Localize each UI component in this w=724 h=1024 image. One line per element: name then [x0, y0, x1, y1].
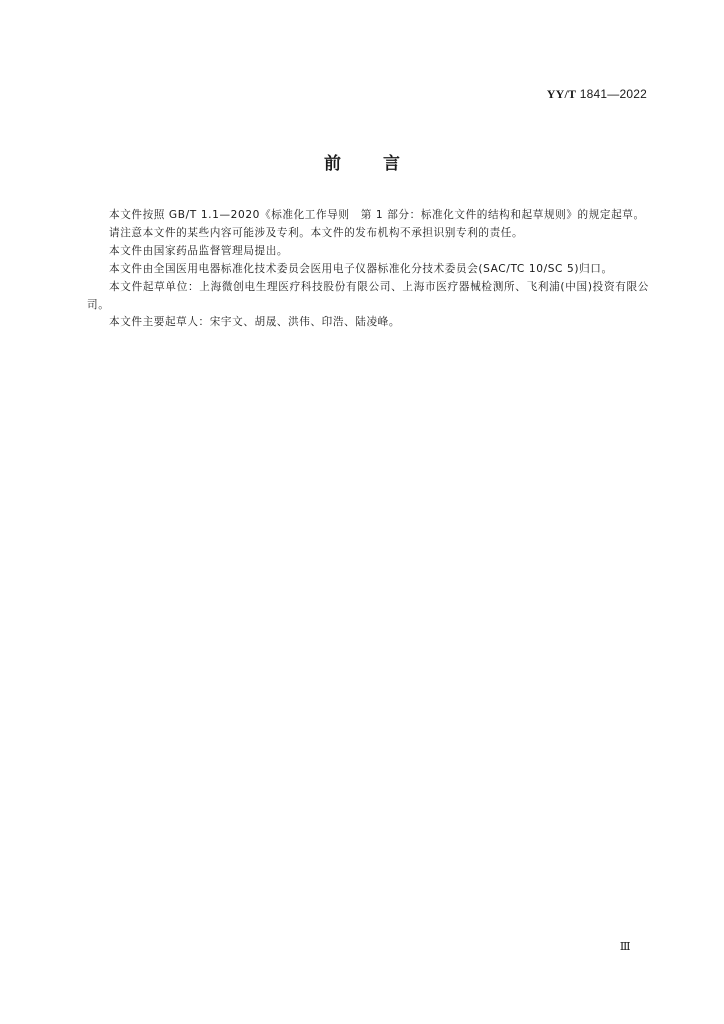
paragraph-drafting-units: 本文件起草单位：上海微创电生理医疗科技股份有限公司、上海市医疗器械检测所、飞利浦(中国)投资有限公司。	[87, 280, 649, 311]
page-title	[0, 149, 724, 174]
standard-prefix: YY/T	[546, 87, 577, 101]
standard-number: 1841—2022	[579, 87, 647, 101]
title-char-2: 言	[383, 154, 400, 174]
paragraph-patent-notice: 请注意本文件的某些内容可能涉及专利。本文件的发布机构不承担识别专利的责任。	[109, 226, 524, 239]
title-char-1: 前	[324, 154, 341, 174]
paragraph-proposer: 本文件由国家药品监督管理局提出。	[109, 244, 289, 257]
paragraph-drafting-rules: 本文件按照 GB/T 1.1—2020《标准化工作导则 第 1 部分：标准化文件的结构和起草规则》的规定起草。	[109, 209, 645, 221]
page-number: Ⅲ	[619, 941, 630, 953]
paragraph-drafters: 本文件主要起草人：宋宇文、胡晟、洪伟、印浩、陆凌峰。	[109, 316, 401, 329]
foreword-body	[87, 207, 649, 332]
standard-code	[547, 87, 647, 102]
paragraph-committee: 本文件由全国医用电器标准化技术委员会医用电子仪器标准化分技术委员会(SAC/TC 10/SC 5)归口。	[109, 262, 613, 275]
